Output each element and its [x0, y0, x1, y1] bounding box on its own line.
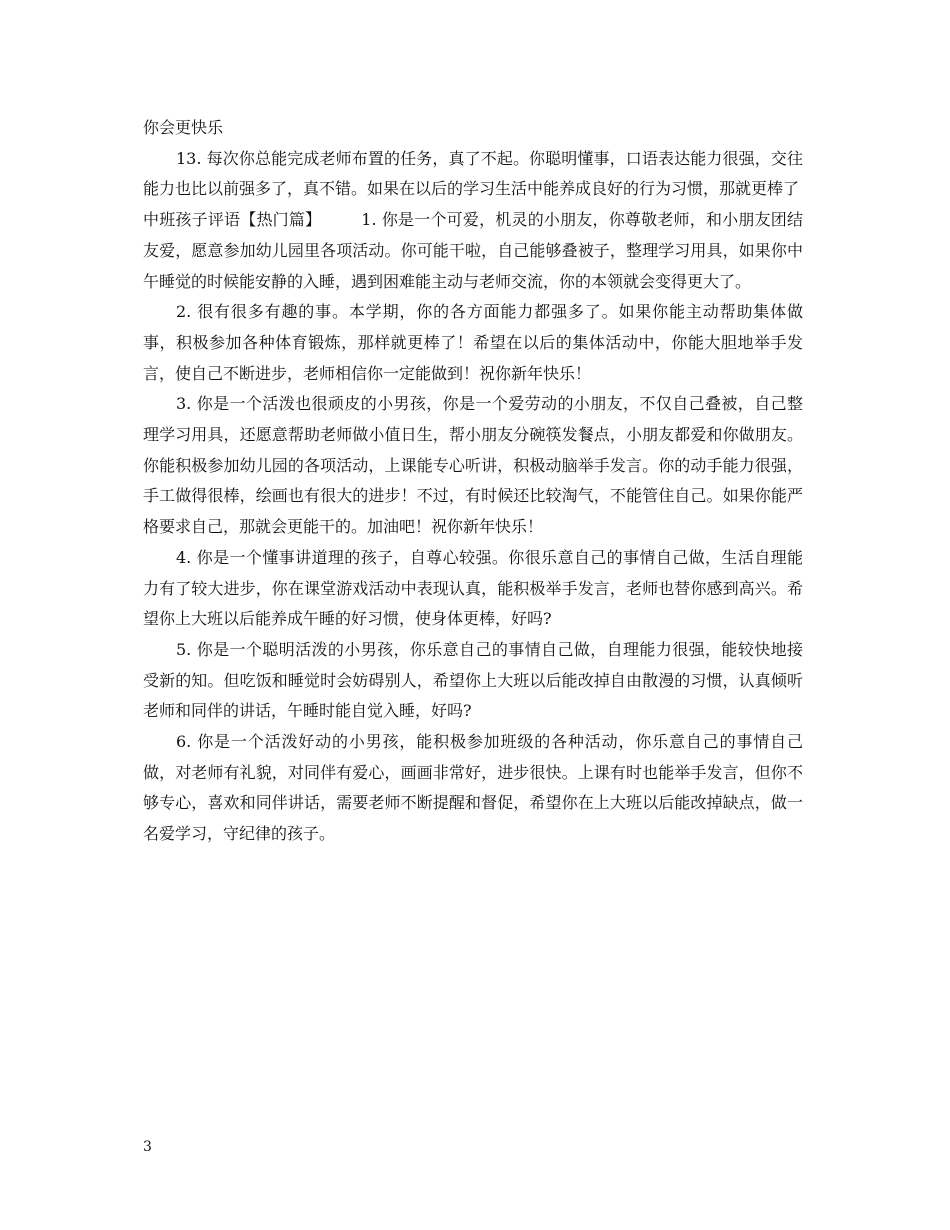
paragraph-continuation: 你会更快乐 — [143, 118, 224, 137]
paragraph-1: 1. 你是一个可爱，机灵的小朋友，你尊敬老师，和小朋友团结友爱，愿意参加幼儿园里各项活动。你可能干啦，自己能够叠被子，整理学习用具，如果你中午睡觉的时候能安静的入睡，遇到困难能主动与老师交流，你的本领就会变得更大了。 — [143, 210, 803, 291]
page-number: 3 — [143, 1139, 152, 1155]
paragraph-3: 3. 你是一个活泼也很顽皮的小男孩，你是一个爱劳动的小朋友，不仅自己叠被，自己整理学习用具，还愿意帮助老师做小值日生，帮小朋友分碗筷发餐点，小朋友都爱和你做朋友。你能积极参加幼儿园的各项活动，上课能专心听讲，积极动脑举手发言。你的动手能力很强，手工做得很棒，绘画也有很大的进步！不过，有时候还比较淘气，不能管住自己。如果你能严格要求自己，那就会更能干的。加油吧！祝你新年快乐！ — [143, 394, 803, 537]
body-text — [143, 113, 803, 850]
paragraph-5: 5. 你是一个聪明活泼的小男孩，你乐意自己的事情自己做，自理能力很强，能较快地接受新的知。但吃饭和睡觉时会妨碍别人，希望你上大班以后能改掉自由散漫的习惯，认真倾听老师和同伴的讲话，午睡时能自觉入睡，好吗? — [143, 639, 803, 721]
paragraph-4: 4. 你是一个懂事讲道理的孩子，自尊心较强。你很乐意自己的事情自己做，生活自理能力有了较大进步，你在课堂游戏活动中表现认真，能积极举手发言，老师也替你感到高兴。希望你上大班以后能养成午睡的好习惯，使身体更棒，好吗? — [143, 547, 803, 629]
section-paragraph-1 — [143, 205, 803, 297]
paragraph-2: 2. 很有很多有趣的事。本学期，你的各方面能力都强多了。如果你能主动帮助集体做事，积极参加各种体育锻炼，那样就更棒了！希望在以后的集体活动中，你能大胆地举手发言，使自己不断进步，老师相信你一定能做到！祝你新年快乐！ — [143, 302, 803, 383]
section-heading: 中班孩子评语【热门篇】 — [143, 210, 322, 230]
paragraph-6: 6. 你是一个活泼好动的小男孩，能积极参加班级的各种活动，你乐意自己的事情自己做，对老师有礼貌，对同伴有爱心，画画非常好，进步很快。上课有时也能举手发言，但你不够专心，喜欢和同伴讲话，需要老师不断提醒和督促，希望你在上大班以后能改掉缺点，做一名爱学习，守纪律的孩子。 — [143, 732, 803, 844]
paragraph-13: 13. 每次你总能完成老师布置的任务，真了不起。你聪明懂事，口语表达能力很强，交往能力也比以前强多了，真不错。如果在以后的学习生活中能养成良好的行为习惯，那就更棒了 — [143, 148, 803, 199]
